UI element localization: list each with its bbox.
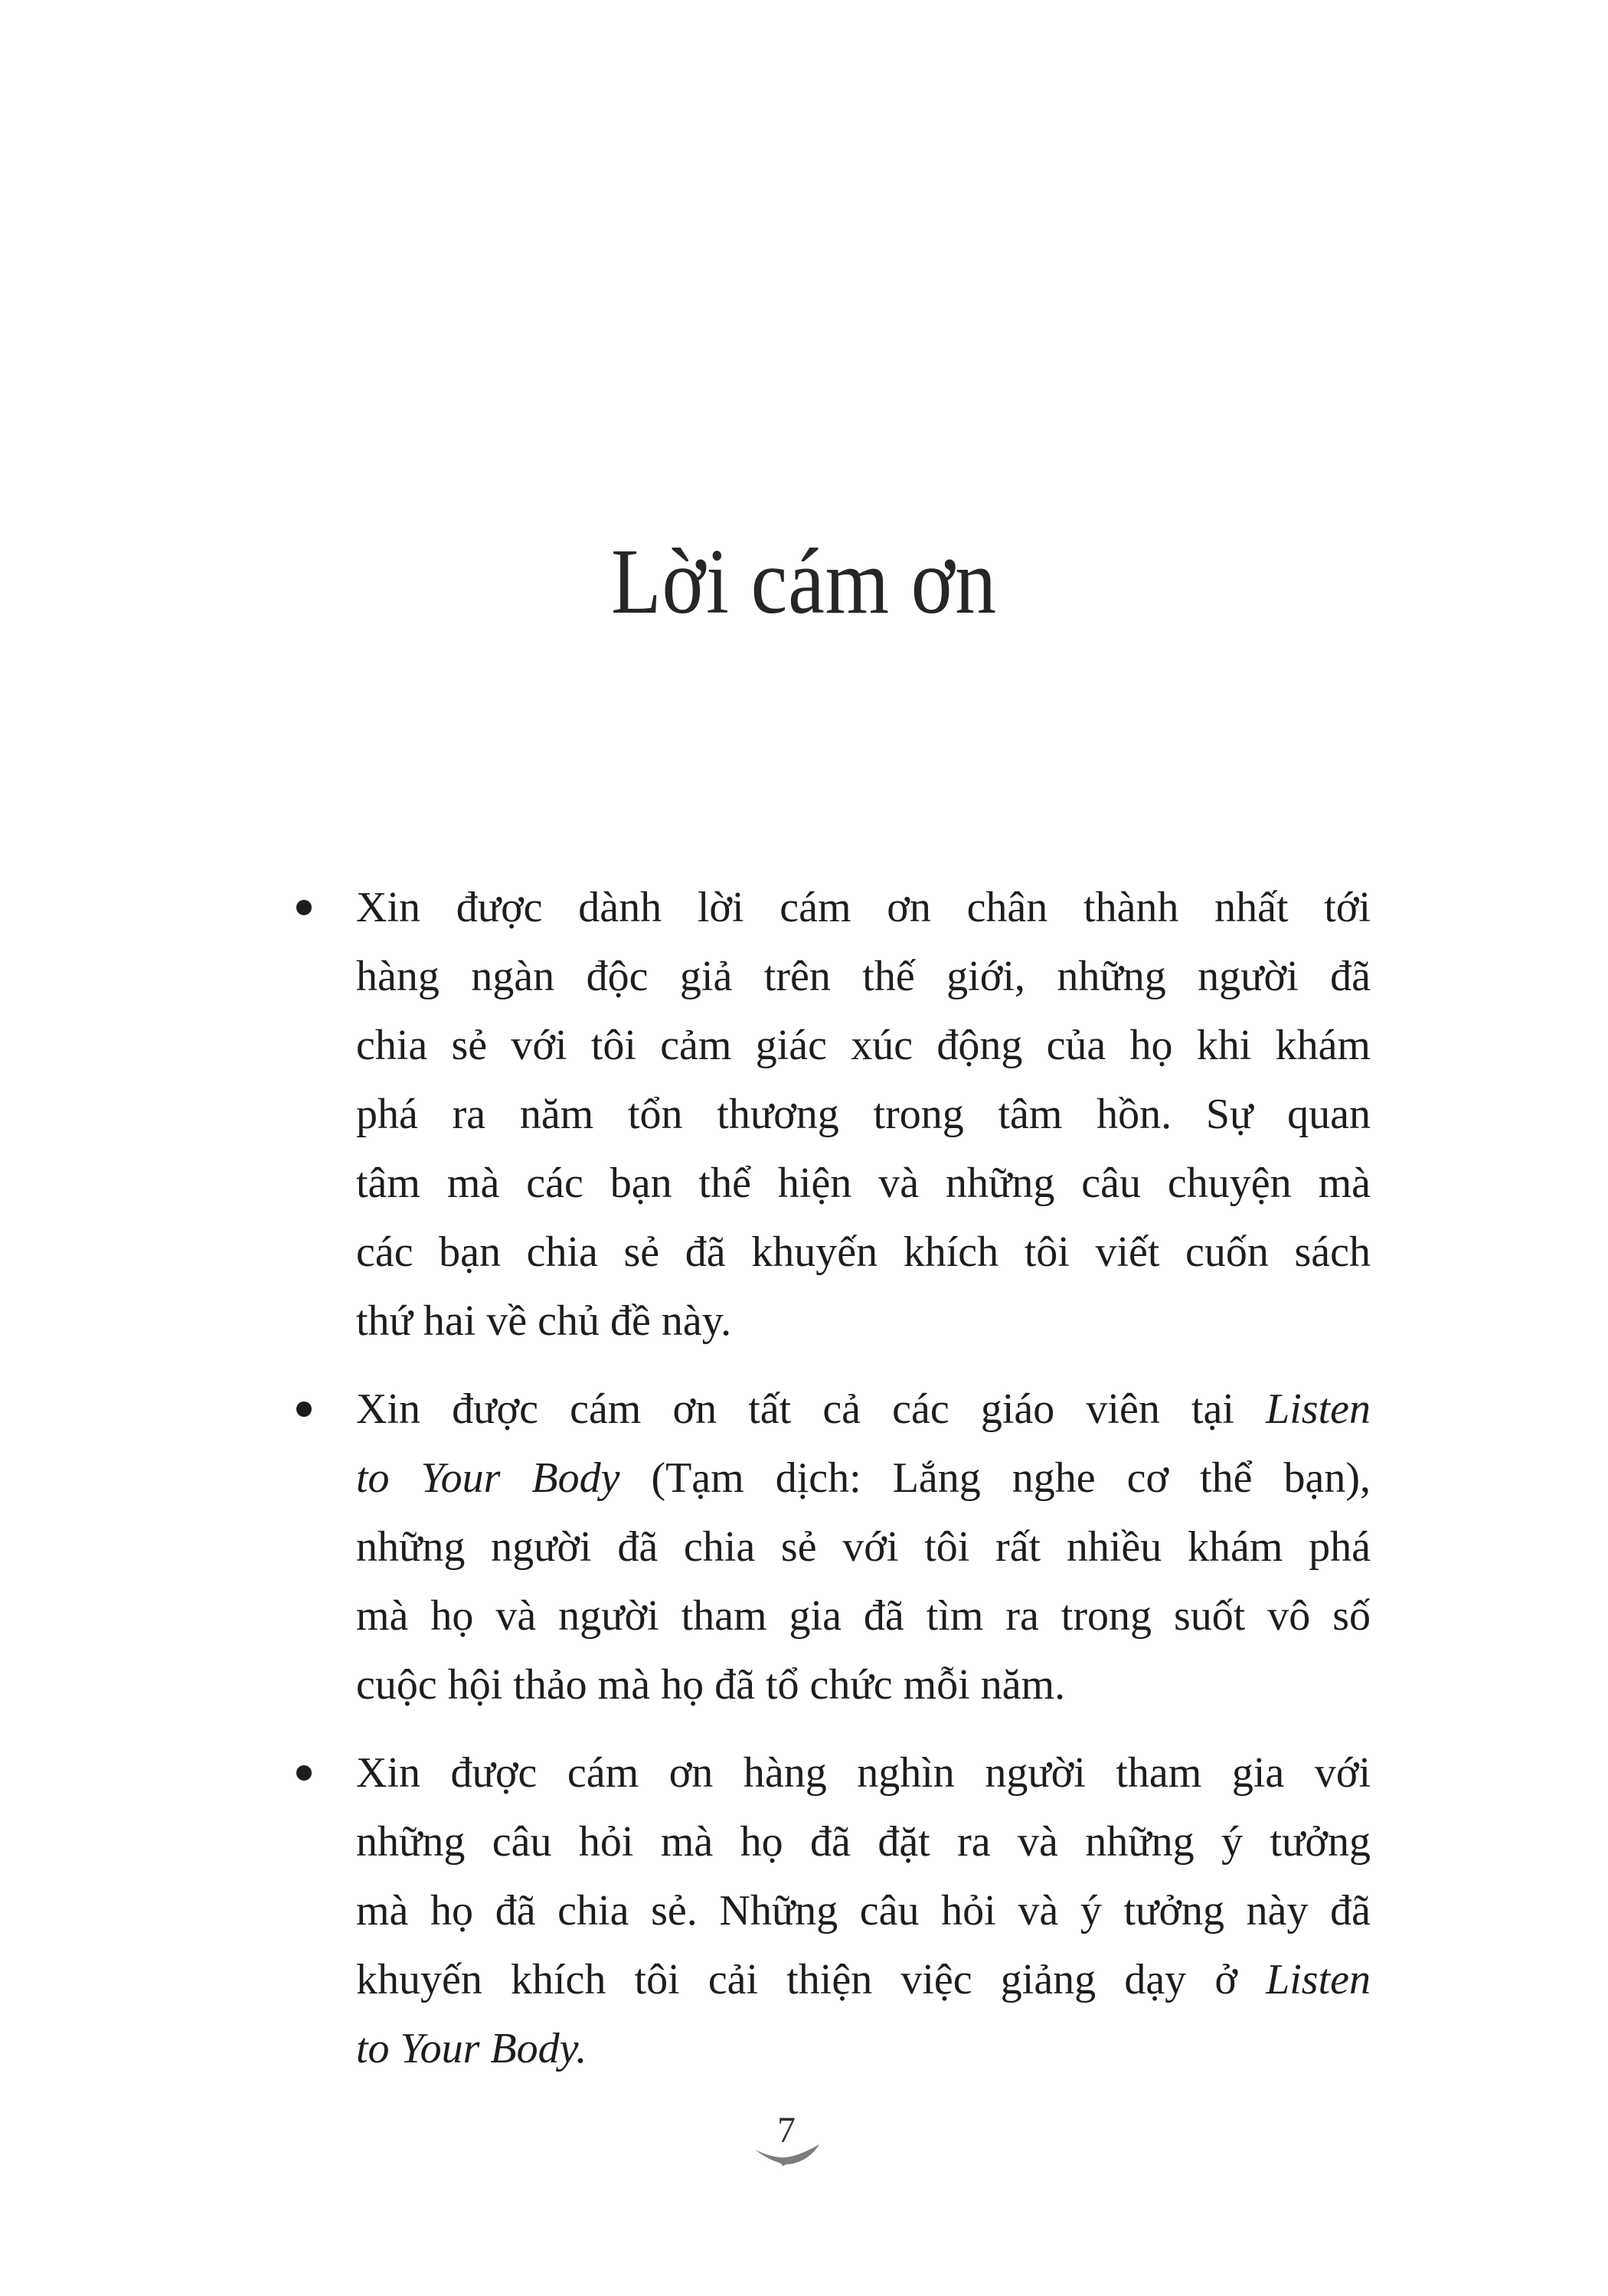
regular-text: những người đã chia sẻ với tôi rất nhiều khám phá — [356, 1523, 1371, 1571]
acknowledgment-list — [295, 873, 1371, 2083]
text-line — [356, 1738, 1371, 1807]
list-item — [295, 1738, 1371, 2083]
text-line — [356, 1581, 1371, 1650]
regular-text: Xin được dành lời cám ơn chân thành nhất tới — [356, 884, 1371, 931]
list-item — [295, 873, 1371, 1356]
italic-text: Listen — [1266, 1385, 1371, 1433]
text-line — [356, 1444, 1371, 1513]
paragraph-lines — [356, 1738, 1371, 2083]
regular-text: khuyến khích tôi cải thiện việc giảng dạy ở — [356, 1956, 1266, 2003]
text-line — [356, 1650, 1371, 1719]
text-line — [356, 1011, 1371, 1080]
italic-text: to Your Body. — [356, 2025, 587, 2072]
paragraph-lines — [356, 1375, 1371, 1719]
text-line — [356, 1218, 1371, 1287]
paragraph-lines — [356, 873, 1371, 1356]
regular-text: hàng ngàn độc giả trên thế giới, những người đã — [356, 953, 1371, 1000]
bullet-icon — [296, 1401, 312, 1417]
italic-text: to Your Body — [356, 1454, 620, 1502]
regular-text: (Tạm dịch: Lắng nghe cơ thể bạn), — [619, 1454, 1371, 1502]
regular-text: những câu hỏi mà họ đã đặt ra và những ý tưởng — [356, 1818, 1371, 1866]
page-title: Lời cám ơn — [611, 530, 997, 633]
text-line — [356, 1080, 1371, 1149]
regular-text: các bạn chia sẻ đã khuyến khích tôi viết cuốn sách — [356, 1228, 1371, 1276]
text-line — [356, 1287, 1371, 1356]
text-line — [356, 1513, 1371, 1581]
bullet-icon — [296, 900, 312, 915]
swoosh-path — [755, 2144, 819, 2167]
text-line — [356, 873, 1371, 942]
text-line — [356, 1807, 1371, 1876]
regular-text: thứ hai về chủ đề này. — [356, 1297, 732, 1345]
italic-text: Listen — [1266, 1956, 1371, 2003]
regular-text: phá ra năm tổn thương trong tâm hồn. Sự quan — [356, 1091, 1371, 1138]
list-item — [295, 1375, 1371, 1719]
text-line — [356, 2014, 1371, 2083]
regular-text: Xin được cám ơn hàng nghìn người tham gia với — [356, 1749, 1371, 1797]
regular-text: Xin được cám ơn tất cả các giáo viên tại — [356, 1385, 1266, 1433]
regular-text: chia sẻ với tôi cảm giác xúc động của họ khi khám — [356, 1022, 1371, 1069]
regular-text: mà họ đã chia sẻ. Những câu hỏi và ý tưởng này đã — [356, 1887, 1371, 1935]
text-line — [356, 1149, 1371, 1218]
text-line — [356, 1876, 1371, 1945]
bullet-icon — [296, 1765, 312, 1781]
regular-text: tâm mà các bạn thể hiện và những câu chuyện mà — [356, 1159, 1371, 1207]
text-line — [356, 942, 1371, 1011]
regular-text: mà họ và người tham gia đã tìm ra trong suốt vô số — [356, 1592, 1371, 1640]
text-line — [356, 1945, 1371, 2014]
regular-text: cuộc hội thảo mà họ đã tổ chức mỗi năm. — [356, 1661, 1066, 1709]
swoosh-ornament — [754, 2144, 820, 2167]
text-line — [356, 1375, 1371, 1444]
page-number: 7 — [777, 2110, 796, 2150]
